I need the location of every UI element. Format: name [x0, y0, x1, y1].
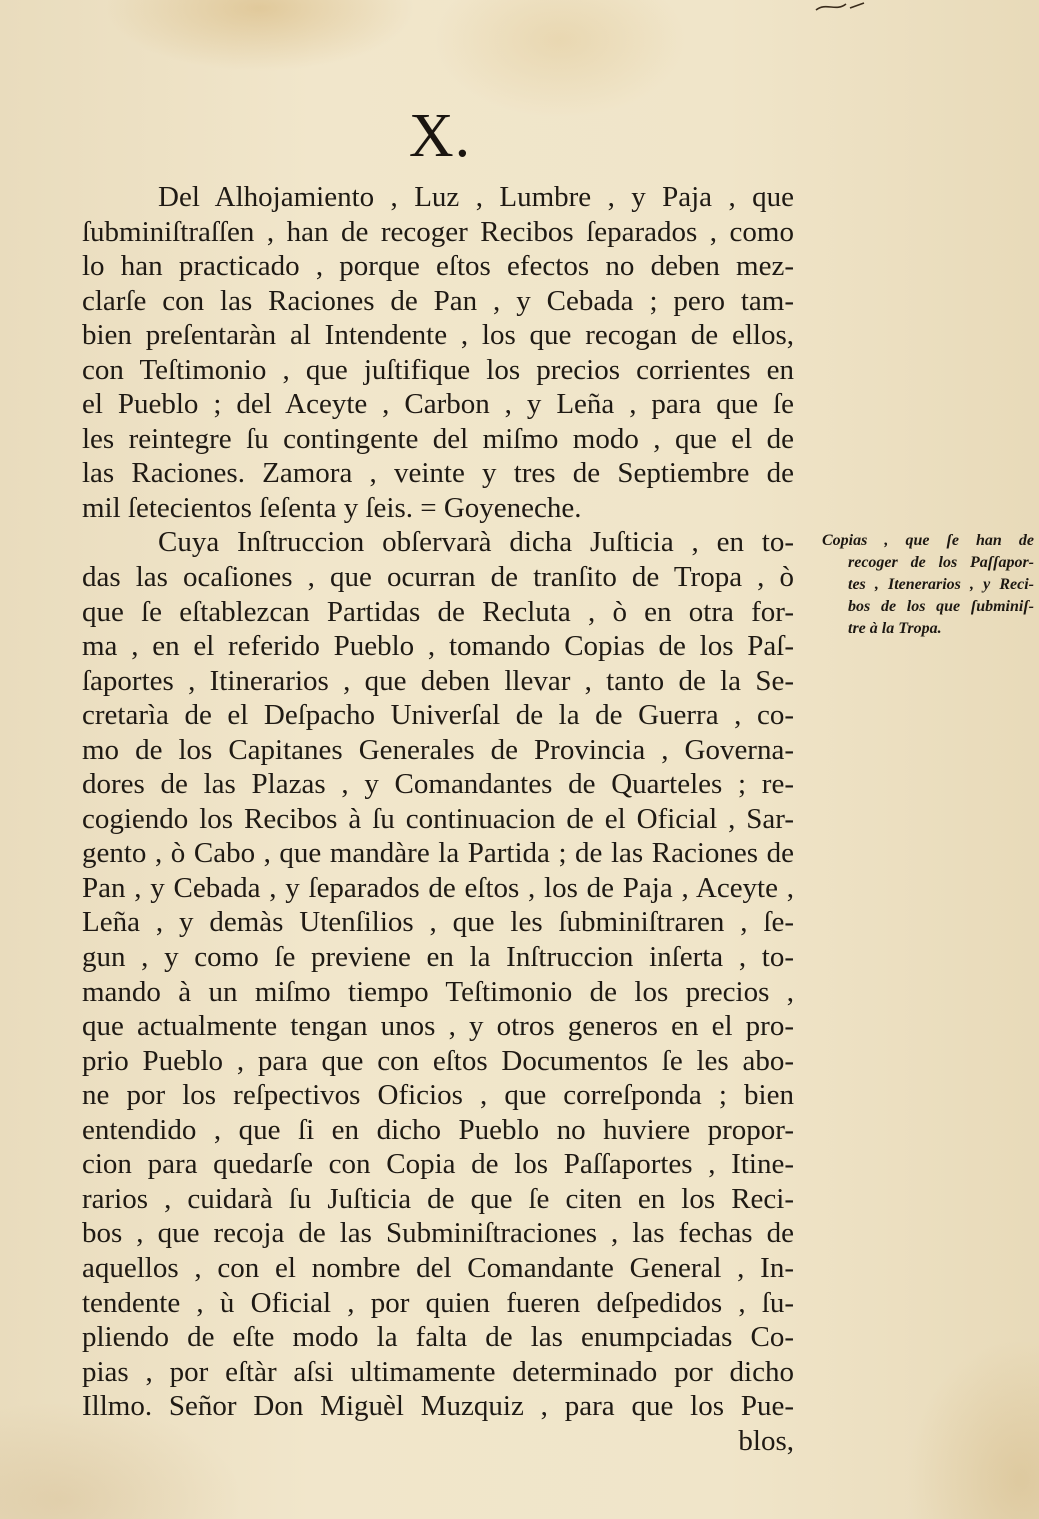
text-line: ne por los reſpectivos Oficios , que correſponda ; bien: [82, 1079, 794, 1112]
text-line: Illmo. Señor Don Miguèl Muzquiz , para que los Pue-: [82, 1390, 794, 1423]
text-line: que ſe eſtablezcan Partidas de Recluta , ò en otra for-: [82, 595, 794, 628]
text-line: bos , que recoja de las Subminiſtraciones , las fechas de: [82, 1217, 794, 1250]
text-line: tendente , ù Oficial , por quien fueren deſpedidos , ſu-: [82, 1286, 794, 1319]
ink-corner-mark: [812, 0, 872, 14]
margin-note-line: tre à la Tropa.: [848, 620, 942, 637]
text-line: prio Pueblo , para que con eſtos Documentos ſe les abo-: [82, 1044, 794, 1077]
text-line: clarſe con las Raciones de Pan , y Cebada ; pero tam-: [82, 284, 794, 317]
text-line: el Pueblo ; del Aceyte , Carbon , y Leña , para que ſe: [82, 388, 794, 421]
text-line: blos,: [738, 1424, 794, 1457]
text-line: bien preſentaràn al Intendente , los que recogan de ellos,: [82, 319, 794, 352]
text-line: gun , y como ſe previene en la Inſtruccion inſerta , to-: [82, 941, 794, 974]
text-line: con Teſtimonio , que juſtifique los precios corrientes en: [82, 353, 794, 386]
margin-note-line: Copias , que ſe han de: [822, 532, 1034, 549]
text-line: cogiendo los Recibos à ſu continuacion de el Oficial , Sar-: [82, 802, 794, 835]
section-heading: X.: [408, 102, 472, 170]
text-line: pliendo de eſte modo la falta de las enumpciadas Co-: [82, 1321, 794, 1354]
margin-note-line: recoger de los Paſſapor-: [848, 554, 1034, 571]
text-line: ma , en el referido Pueblo , tomando Copias de los Paſ-: [82, 630, 794, 663]
text-line: entendido , que ſi en dicho Pueblo no huviere propor-: [82, 1113, 794, 1146]
margin-note-line: tes , Itenerarios , y Reci-: [848, 576, 1034, 593]
text-line: mil ſetecientos ſeſenta y ſeis. = Goyeneche.: [82, 491, 582, 524]
text-line: Del Alhojamiento , Luz , Lumbre , y Paja , que: [158, 181, 794, 213]
margin-note-line: bos de los que ſubminiſ-: [848, 598, 1034, 615]
text-line: aquellos , con el nombre del Comandante General , In-: [82, 1251, 794, 1284]
text-line: las Raciones. Zamora , veinte y tres de Septiembre de: [82, 457, 794, 490]
text-line: lo han practicado , porque eſtos efectos no deben mez-: [82, 250, 794, 283]
text-line: les reintegre ſu contingente del miſmo modo , que el de: [82, 422, 794, 455]
text-line: que actualmente tengan unos , y otros generos en el pro-: [82, 1010, 794, 1043]
text-line: Pan , y Cebada , y ſeparados de eſtos , los de Paja , Aceyte ,: [82, 871, 794, 904]
text-line: ſaportes , Itinerarios , que deben llevar , tanto de la Se-: [82, 664, 794, 697]
text-line: Cuya Inſtruccion obſervarà dicha Juſticia , en to-: [158, 526, 794, 559]
text-line: das las ocaſiones , que ocurran de tranſito de Tropa , ò: [82, 561, 794, 594]
text-line: cion para quedarſe con Copia de los Paſſaportes , Itine-: [82, 1148, 794, 1181]
text-line: gento , ò Cabo , que mandàre la Partida ; de las Raciones de: [82, 837, 794, 870]
text-line: ſubminiſtraſſen , han de recoger Recibos ſeparados , como: [82, 215, 794, 248]
text-line: mando à un miſmo tiempo Teſtimonio de los precios ,: [82, 975, 794, 1008]
text-line: rarios , cuidarà ſu Juſticia de que ſe citen en los Reci-: [82, 1182, 794, 1215]
text-line: Leña , y demàs Utenſilios , que les ſubminiſtraren , ſe-: [82, 906, 794, 939]
margin-note: [822, 530, 1034, 640]
text-line: cretarìa de el Deſpacho Univerſal de la de Guerra , co-: [82, 699, 794, 732]
text-line: dores de las Plazas , y Comandantes de Quarteles ; re-: [82, 768, 794, 801]
text-line: pias , por eſtàr aſsi ultimamente determinado por dicho: [82, 1355, 794, 1388]
text-line: mo de los Capitanes Generales de Provincia , Governa-: [82, 733, 794, 766]
body-text: [82, 180, 794, 1458]
